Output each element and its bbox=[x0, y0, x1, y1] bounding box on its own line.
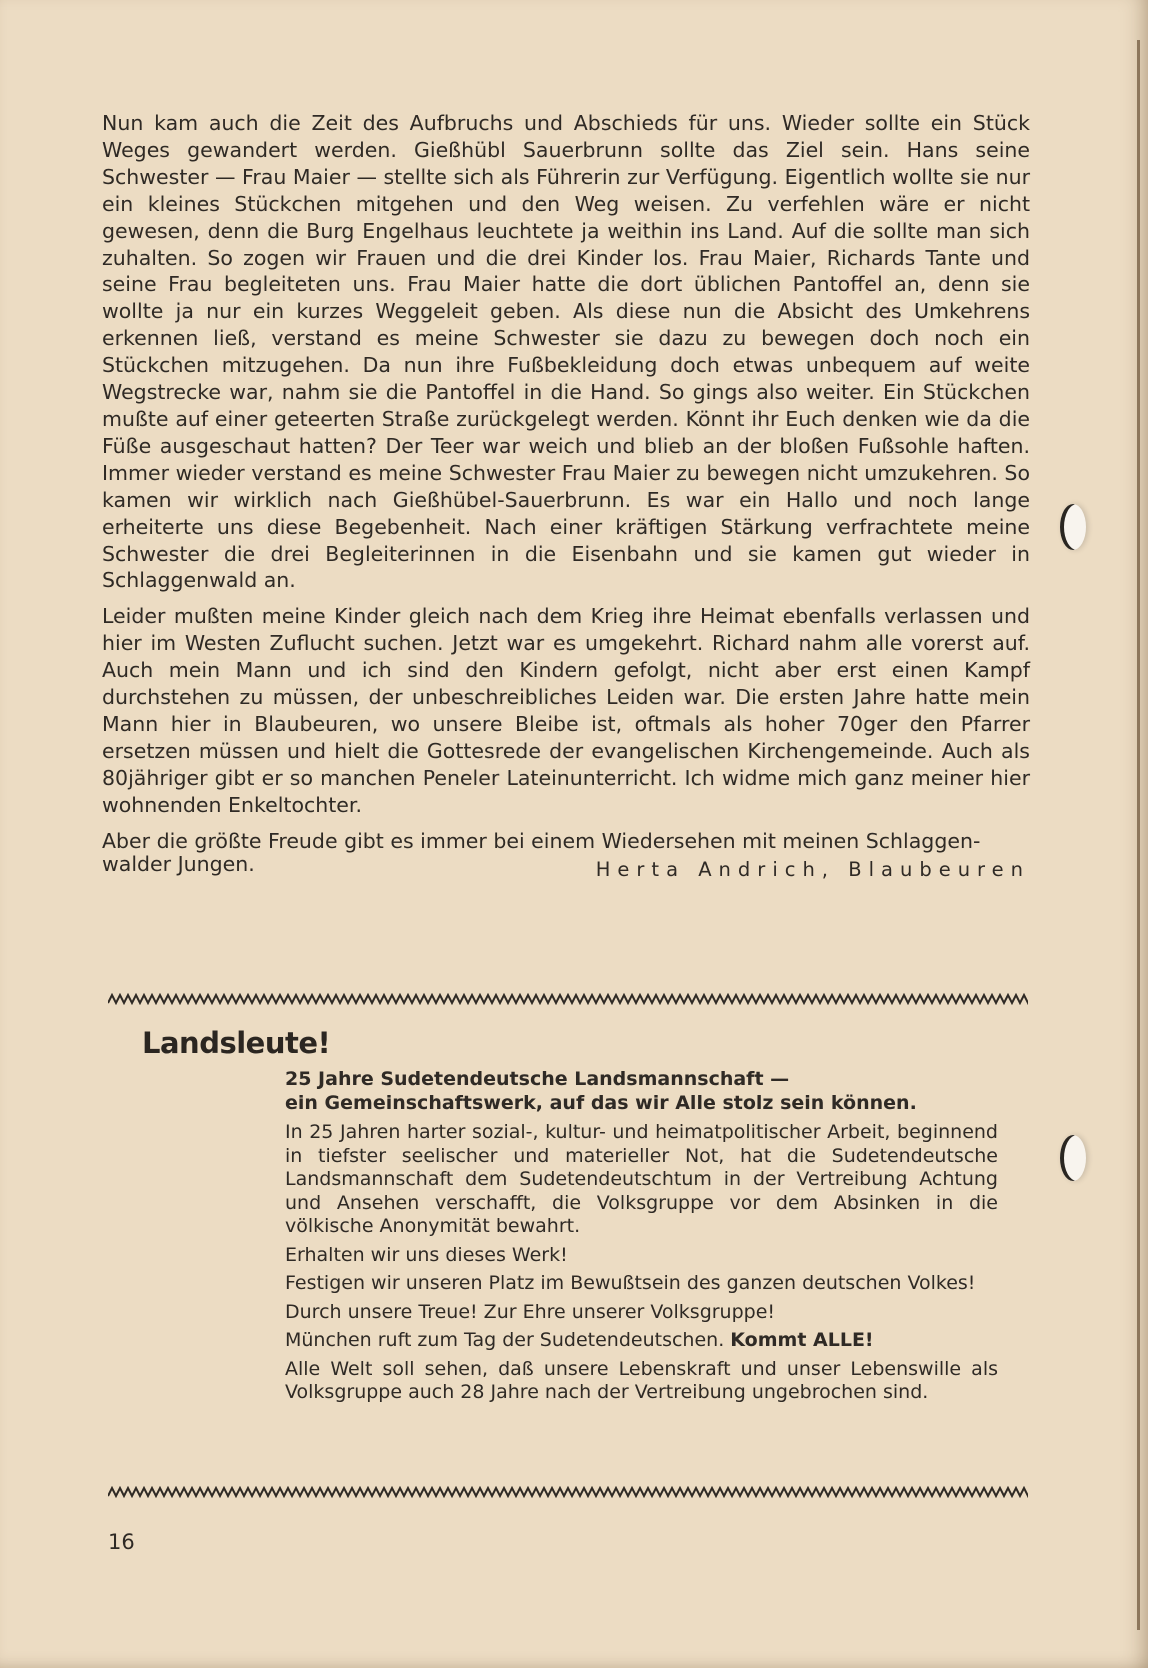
subhead-line-2: ein Gemeinschaftswerk, auf das wir Alle stolz sein können. bbox=[285, 1091, 917, 1114]
story-last-line: walder Jungen. bbox=[102, 852, 255, 877]
announcement-line-treue: Durch unsere Treue! Zur Ehre unserer Volksgruppe! bbox=[285, 1300, 776, 1323]
announcement-line-festigen: Festigen wir unseren Platz im Bewußtsein des ganzen deutschen Volkes! bbox=[285, 1272, 976, 1294]
announcement-line-erhalten: Erhalten wir uns dieses Werk! bbox=[285, 1243, 568, 1266]
zigzag-divider-top bbox=[108, 993, 1028, 1005]
muenchen-text: München ruft zum Tag der Sudetendeutschen. bbox=[285, 1329, 725, 1351]
binder-hole-icon bbox=[1060, 504, 1086, 550]
story-paragraph-2: Leider mußten meine Kinder gleich nach dem Krieg ihre Heimat ebenfalls verlassen und hier im Westen Zuflucht suchen. Jetzt war es umgekehrt. Richard nahm alle vorerst auf. Auch mein Mann und ich sind den Kindern gefolgt, nicht aber erst einen Kampf durchstehen zu müssen, der unbeschreibliches Leiden war. Die ersten Jahre hatte mein Mann hier in Blaubeuren, wo unsere Bleibe ist, oftmals als hoher 70ger den Pfarrer ersetzen müssen und hielt die Gottesrede der evangelischen Kirchengemeinde. Auch als 80jähriger gibt er so manchen Peneler Lateinunterricht. Ich widme mich ganz meiner hier wohnenden Enkeltochter. bbox=[102, 604, 1030, 817]
kommt-alle-text: Kommt ALLE! bbox=[730, 1329, 874, 1351]
story-section bbox=[102, 110, 1030, 882]
announcement-line-muenchen bbox=[285, 1329, 998, 1353]
page-edge bbox=[1137, 40, 1140, 1630]
announcement-paragraph: In 25 Jahren harter sozial-, kultur- und heimatpolitischer Arbeit, beginnend in tiefster seelischer und materieller Not, hat die Sudetendeutsche Landsmannschaft dem Sudetendeutschtum in der Vertreibung Achtung und Ansehen verschafft, die Volksgruppe vor dem Absinken in die völkische Anonymität bewahrt. bbox=[285, 1121, 998, 1237]
binder-hole-icon bbox=[1060, 1135, 1086, 1181]
announcement-body bbox=[285, 1068, 998, 1410]
author-signature: Herta Andrich, Blaubeuren bbox=[595, 858, 1030, 882]
announcement-closing: Alle Welt soll sehen, daß unsere Lebenskraft und unser Lebenswille als Volksgruppe auch 28 Jahre nach der Vertreibung ungebrochen sind. bbox=[285, 1357, 998, 1403]
announcement-subhead bbox=[285, 1068, 998, 1115]
page-number: 16 bbox=[108, 1530, 135, 1554]
announcement-title: Landsleute! bbox=[142, 1026, 331, 1060]
subhead-line-1: 25 Jahre Sudetendeutsche Landsmannschaft — bbox=[285, 1068, 790, 1090]
story-paragraph-1: Nun kam auch die Zeit des Aufbruchs und Abschieds für uns. Wieder sollte ein Stück Weges gewandert werden. Gießhübl Sauerbrunn sollte das Ziel sein. Hans seine Schwester — Frau Maier — stellte sich als Führerin zur Verfügung. Eigentlich wollte sie nur ein kleines Stückchen mitgehen und den Weg weisen. Zu verfehlen wäre er nicht gewesen, denn die Burg Engelhaus leuchtete ja weithin ins Land. Auf die sollte man sich zuhalten. So zogen wir Frauen und die drei Kinder los. Frau Maier, Richards Tante und seine Frau begleiteten uns. Frau Maier hatte die dort üblichen Pantoffel an, denn sie wollte ja nur ein kurzes Weggeleit geben. Als diese nun die Absicht des Umkehrens erkennen ließ, verstand es meine Schwester sie dazu zu bewegen doch noch ein Stückchen mitzugehen. Da nun ihre Fußbekleidung doch etwas unbequem auf weite Wegstrecke war, nahm sie die Pantoffel in die Hand. So gings also weiter. Ein Stückchen mußte auf einer geteerten Straße zurückgelegt werden. Könnt ihr Euch denken wie da die Füße ausgeschaut hatten? Der Teer war weich und blieb an der bloßen Fußsohle haften. Immer wieder verstand es meine Schwester Frau Maier zu bewegen nicht umzukehren. So kamen wir wirklich nach Gießhübel-Sauerbrunn. Es war ein Hallo und noch lange erheiterte uns diese Begebenheit. Nach einer kräftigen Stärkung verfrachtete meine Schwester die drei Begleiterinnen in die Eisenbahn und sie kamen gut wieder in Schlaggenwald an. bbox=[102, 111, 1030, 593]
zigzag-divider-bottom bbox=[108, 1486, 1028, 1498]
signoff-line bbox=[102, 851, 1030, 882]
story-paragraph-3: Aber die größte Freude gibt es immer bei einem Wiedersehen mit meinen Schlaggen- bbox=[102, 828, 981, 853]
